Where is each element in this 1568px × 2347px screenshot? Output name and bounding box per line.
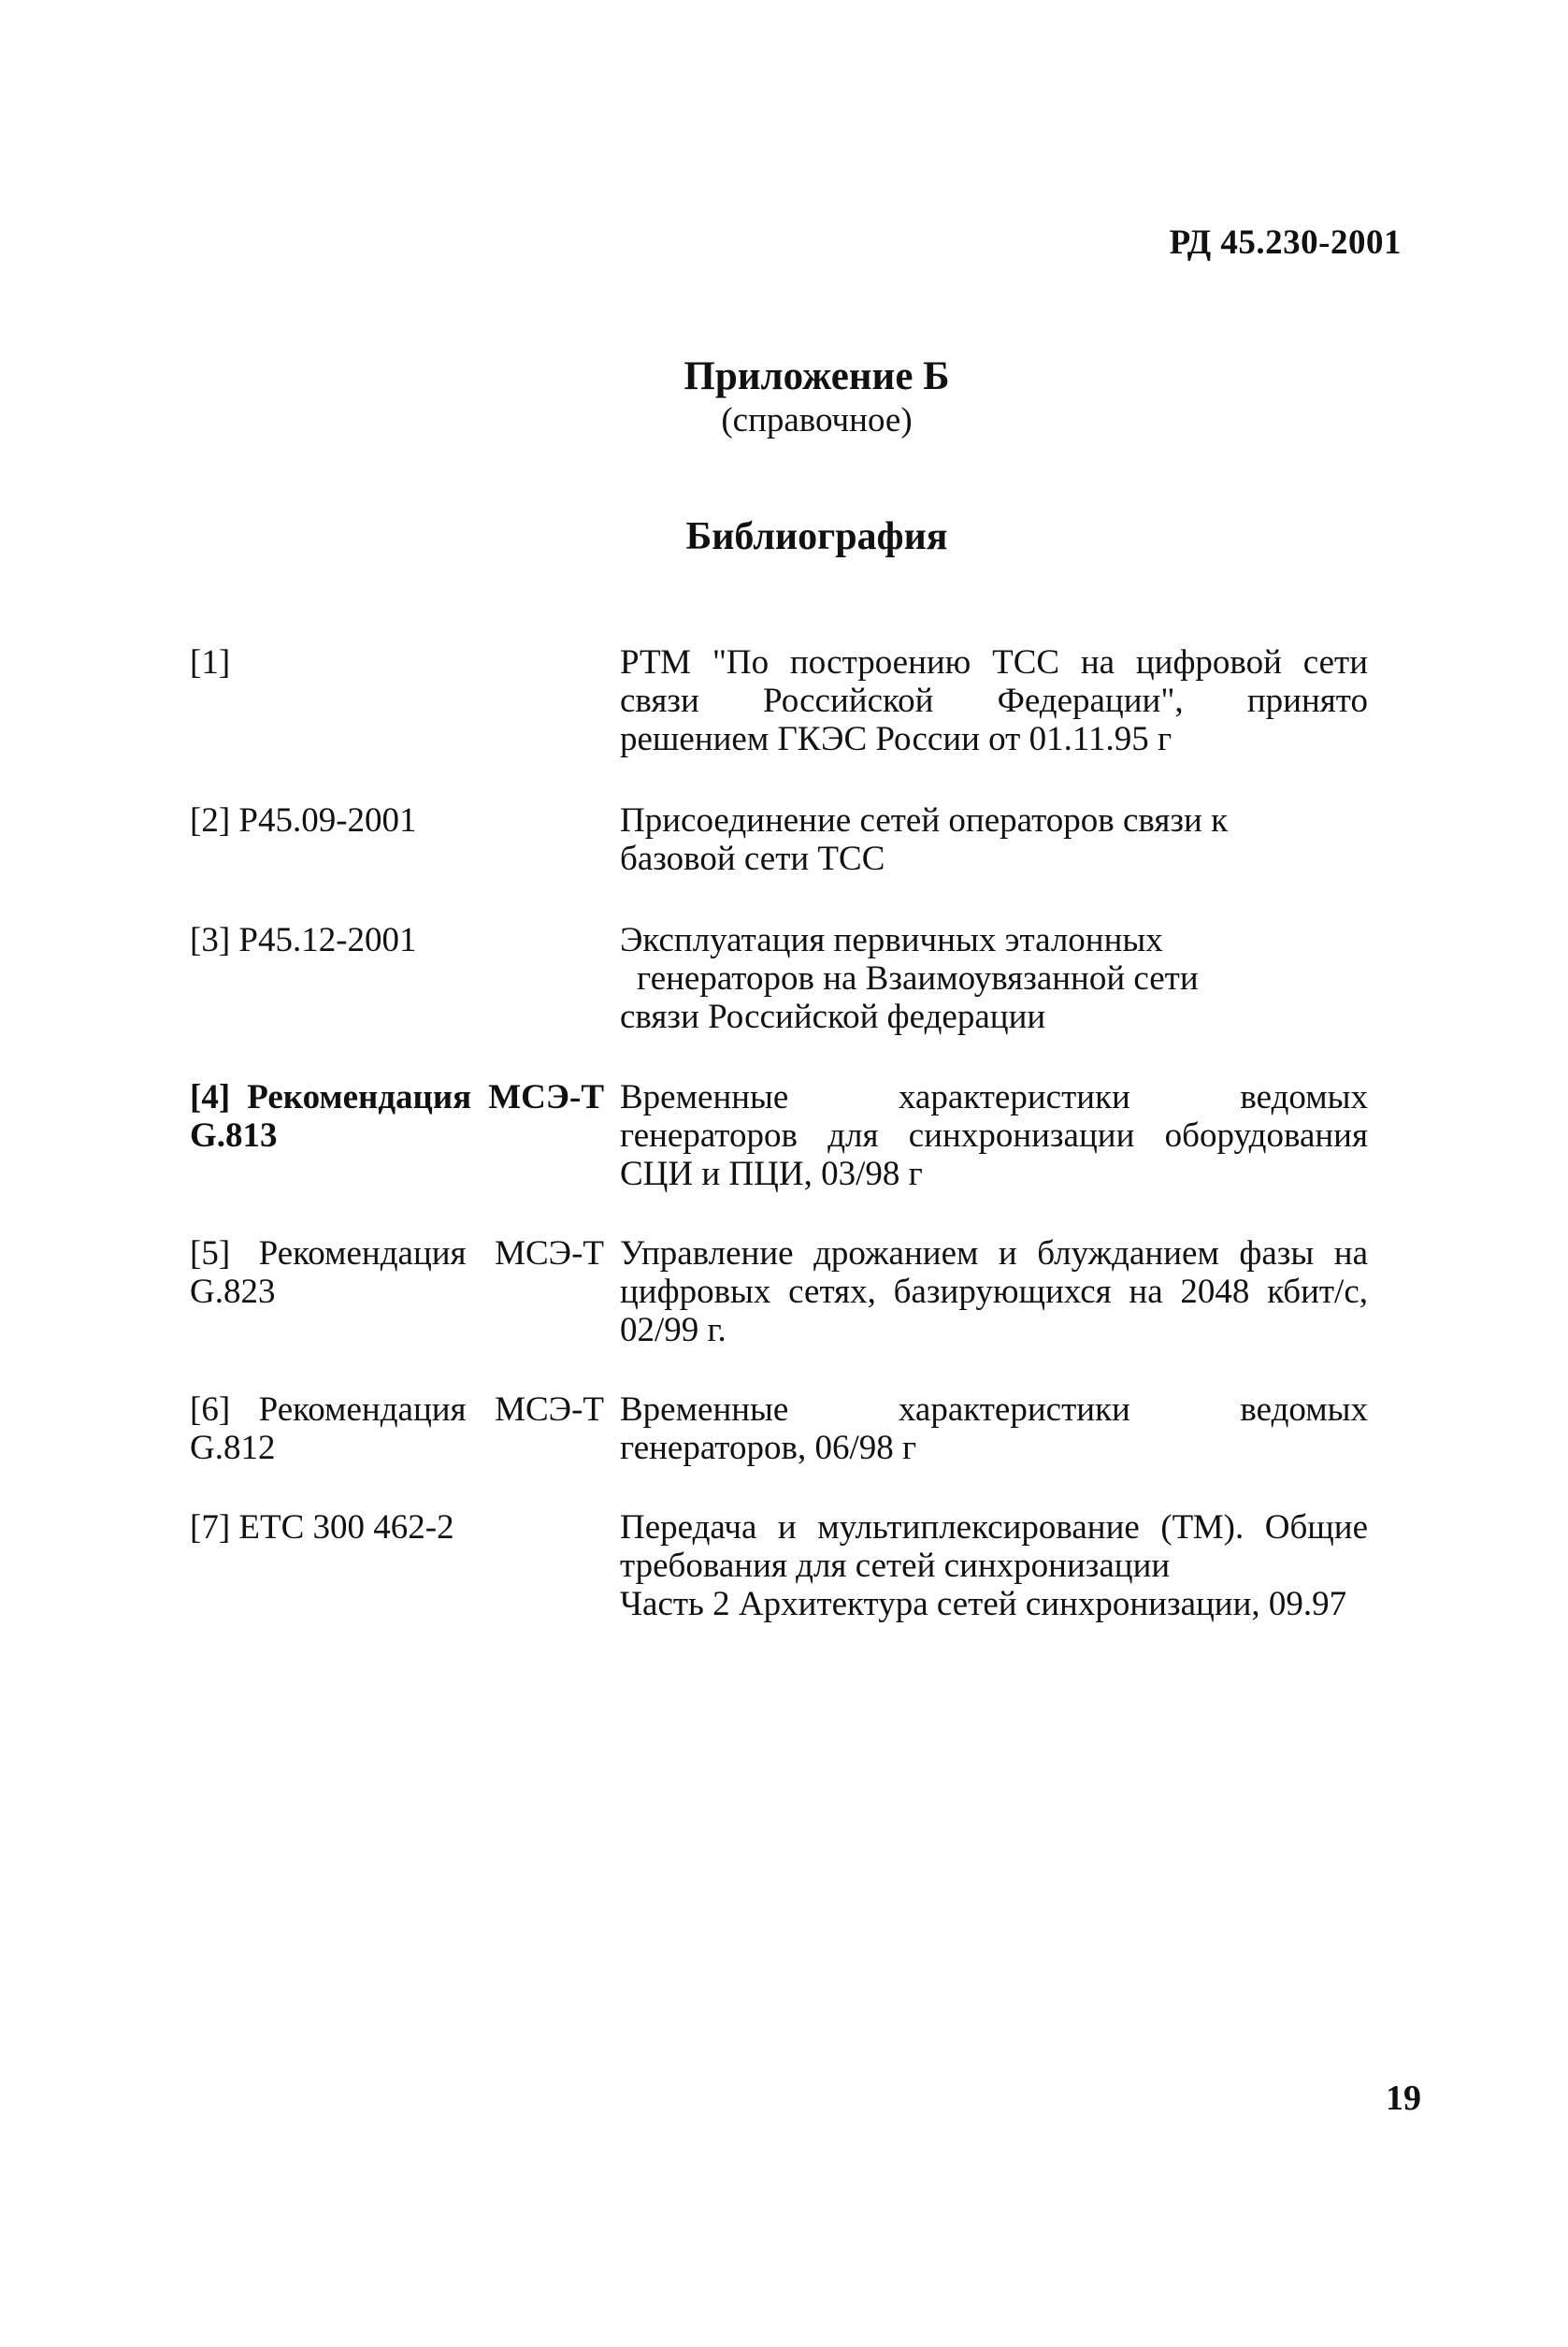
entry-description — [620, 1234, 1368, 1349]
entry-description-line: 02/99 г. — [620, 1311, 726, 1349]
entry-reference-line: [4] Рекомендация МСЭ-Т — [190, 1078, 604, 1116]
entry-reference-line: [5] Рекомендация МСЭ-Т — [190, 1234, 604, 1273]
page-number: 19 — [1386, 2079, 1421, 2118]
entry-description — [620, 1078, 1368, 1193]
entry-description-line: Передача и мультиплексирование (ТМ). Общие — [620, 1508, 1368, 1547]
entry-description-line: СЦИ и ПЦИ, 03/98 г — [620, 1155, 923, 1193]
entry-description-line: генераторов для синхронизации оборудования — [620, 1116, 1368, 1155]
bibliography-entry-5 — [190, 1234, 1368, 1349]
entry-description-line: Временные характеристики ведомых — [620, 1078, 1368, 1116]
entry-reference-line: [6] Рекомендация МСЭ-Т — [190, 1390, 604, 1429]
entry-description-line: базовой сети ТСС — [620, 840, 885, 878]
document-code: РД 45.230-2001 — [1169, 223, 1402, 262]
entry-description-line: Часть 2 Архитектура сетей синхронизации, 09.97 — [620, 1585, 1347, 1623]
entry-description-line: генераторов, 06/98 г — [620, 1429, 917, 1467]
entry-reference — [190, 1390, 604, 1467]
bibliography-entry-3 — [190, 921, 1368, 1036]
entry-reference-line: G.812 — [190, 1429, 276, 1467]
appendix-title: Приложение Б — [683, 354, 950, 398]
entry-reference: [3] Р45.12-2001 — [190, 921, 417, 959]
appendix-subtitle: (справочное) — [721, 401, 913, 439]
entry-reference — [190, 1078, 604, 1193]
entry-description-line: связи Российской Федерации", принято — [620, 682, 1368, 720]
entry-description-line: Эксплуатация первичных эталонных — [620, 921, 1163, 959]
entry-description — [620, 1508, 1368, 1623]
entry-description — [620, 921, 1368, 1036]
bibliography-entry-7 — [190, 1508, 1368, 1623]
bibliography-entry-4 — [190, 1078, 1368, 1193]
bibliography-entry-6 — [190, 1390, 1368, 1467]
entry-description — [620, 643, 1368, 758]
entry-description-line: РТМ "По построению ТСС на цифровой сети — [620, 643, 1368, 682]
bibliography-title: Библиография — [685, 515, 948, 558]
entry-reference-line: G.823 — [190, 1273, 276, 1311]
entry-reference: [1] — [190, 643, 231, 682]
entry-reference — [190, 1234, 604, 1349]
entry-reference: [7] ETC 300 462-2 — [190, 1508, 454, 1547]
bibliography-entry-1 — [190, 643, 1368, 758]
entry-description-line: цифровых сетях, базирующихся на 2048 кбит/с, — [620, 1273, 1368, 1311]
entry-description-line: связи Российской федерации — [620, 998, 1046, 1036]
entry-description-line: требования для сетей синхронизации — [620, 1547, 1171, 1585]
entry-description-line: Временные характеристики ведомых — [620, 1390, 1368, 1429]
entry-description-line: Управление дрожанием и блужданием фазы на — [620, 1234, 1368, 1273]
entry-reference-line: G.813 — [190, 1116, 278, 1155]
entry-description-line: Присоединение сетей операторов связи к — [620, 801, 1229, 840]
entry-description — [620, 801, 1368, 878]
bibliography-entry-2 — [190, 801, 1368, 878]
entry-reference: [2] Р45.09-2001 — [190, 801, 417, 840]
entry-description-line: генераторов на Взаимоувязанной сети — [637, 959, 1199, 998]
entry-description — [620, 1390, 1368, 1467]
entry-description-line: решением ГКЭС России от 01.11.95 г — [620, 720, 1172, 758]
